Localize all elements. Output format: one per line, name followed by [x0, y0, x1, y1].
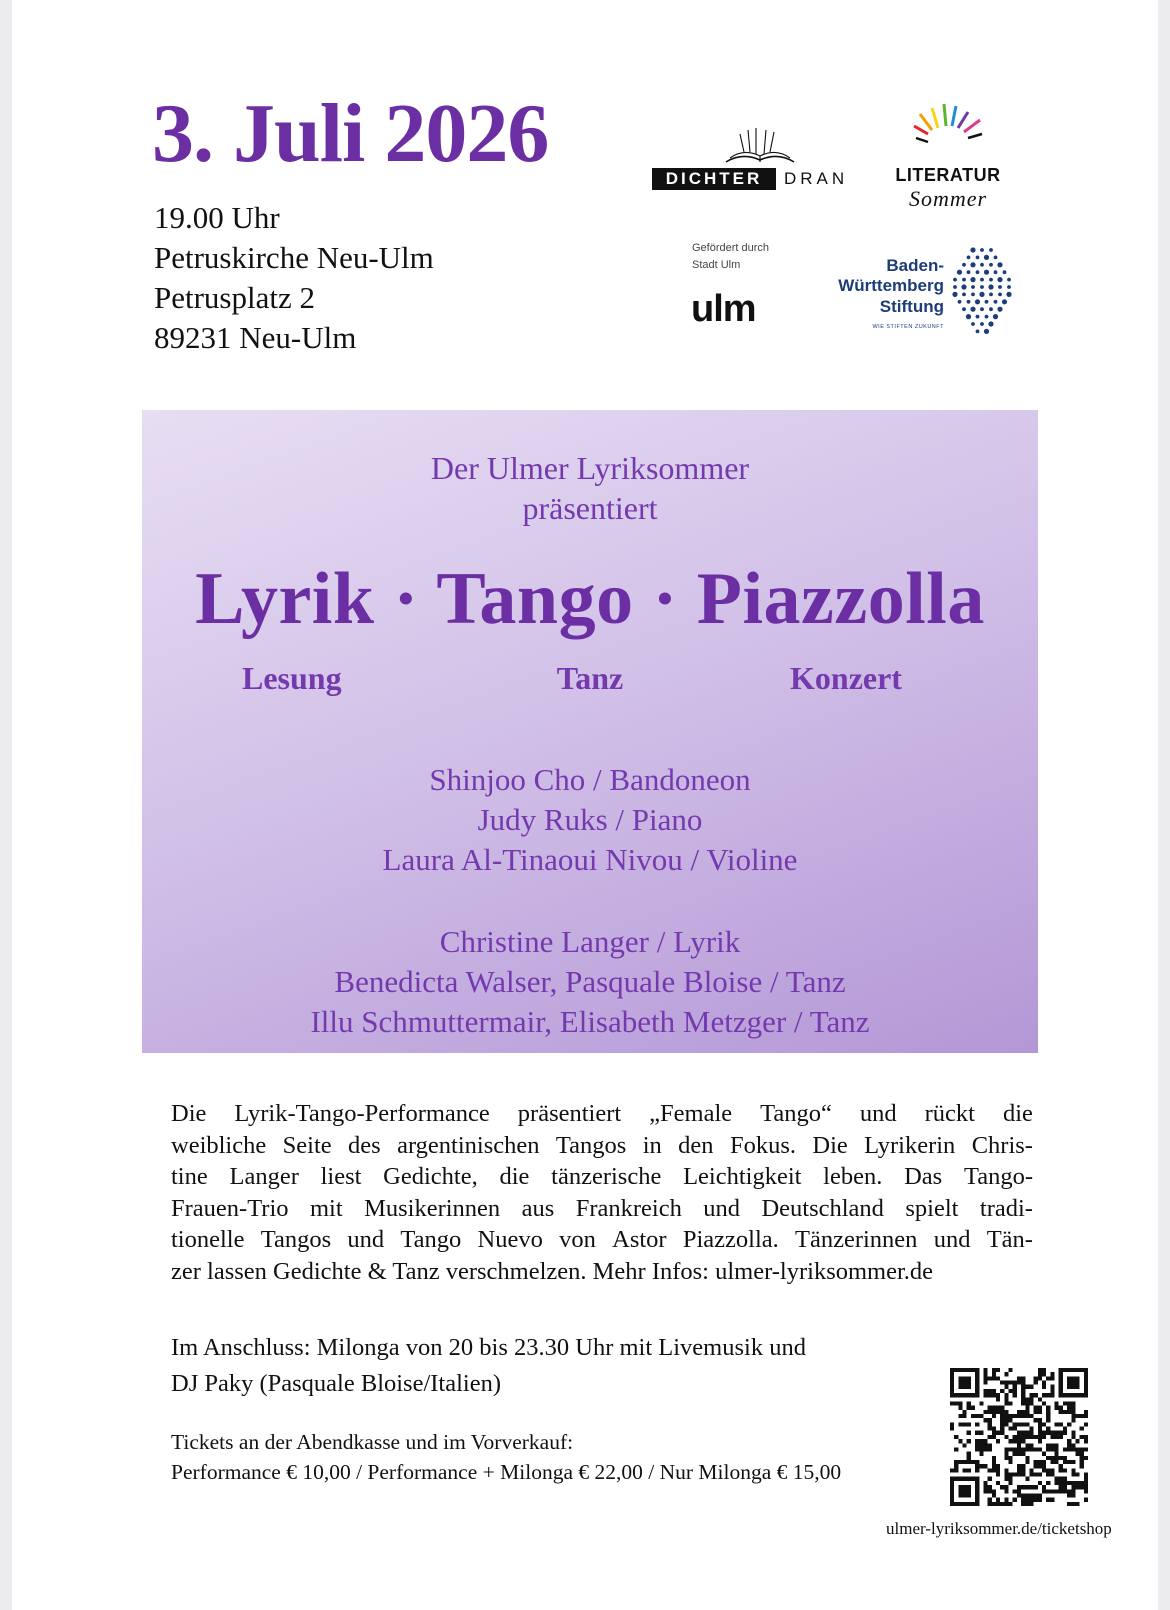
- venue-street: Petrusplatz 2: [154, 280, 315, 315]
- funded-by-city: Stadt Ulm: [692, 258, 741, 271]
- subtitle-konzert: Konzert: [790, 660, 902, 696]
- description-word: Chris-: [971, 1131, 1033, 1159]
- description-word: Leichtigkeit: [683, 1163, 802, 1190]
- musician-line: Laura Al-Tinaoui Nivou / Violine: [382, 842, 798, 877]
- bw-name-line-3: Stiftung: [879, 296, 944, 316]
- poster-page: [12, 0, 1158, 1610]
- color-rays-icon: [906, 104, 990, 144]
- description-word: liest: [320, 1163, 362, 1190]
- description-word: tradi-: [979, 1194, 1033, 1222]
- subtitle-lesung: Lesung: [242, 660, 342, 696]
- description-word: Tangos: [260, 1226, 332, 1253]
- description-line: [171, 1224, 1033, 1256]
- event-description: [171, 1098, 1033, 1287]
- milonga-info-line: Im Anschluss: Milonga von 20 bis 23.30 Uhr mit Livemusik und: [171, 1334, 806, 1361]
- performer-line: Christine Langer / Lyrik: [439, 924, 741, 959]
- venue-city: 89231 Neu-Ulm: [154, 320, 357, 355]
- funded-by-line: Gefördert durch: [692, 242, 770, 254]
- description-word: die: [499, 1163, 530, 1190]
- description-word: Tango: [400, 1226, 462, 1253]
- description-word: Die: [812, 1131, 848, 1159]
- presenter-line-1: Der Ulmer Lyriksommer: [430, 450, 750, 486]
- description-word: und: [703, 1194, 741, 1222]
- ticket-prices-line: Performance € 10,00 / Performance + Milonga € 22,00 / Nur Milonga € 15,00: [171, 1460, 842, 1484]
- description-word: den: [678, 1131, 714, 1159]
- program-panel: [142, 410, 1038, 1053]
- ulm-wordmark: ulm: [691, 288, 756, 330]
- dichter-word: DICHTER: [652, 168, 776, 190]
- bw-slogan: WIE STIFTEN ZUKUNFT: [872, 324, 944, 330]
- ticketshop-link[interactable]: ulmer-lyriksommer.de/ticketshop: [886, 1519, 1112, 1538]
- funded-by-text: [692, 240, 769, 273]
- description-word: und: [933, 1226, 971, 1253]
- bw-stiftung-name: [838, 256, 944, 317]
- description-word: leben.: [823, 1163, 883, 1190]
- description-word: die: [1002, 1100, 1033, 1127]
- description-word: und: [347, 1226, 385, 1253]
- description-word: weibliche: [171, 1131, 267, 1159]
- literatur-sommer-logo: [888, 104, 1008, 214]
- performer-line: Benedicta Walser, Pasquale Bloise / Tanz: [334, 964, 846, 999]
- description-word: argentinischen: [397, 1131, 540, 1159]
- description-word: aus: [521, 1194, 555, 1222]
- musician-line: Shinjoo Cho / Bandoneon: [429, 762, 751, 797]
- description-word: Musikerinnen: [364, 1194, 501, 1222]
- description-word: Gedichte,: [383, 1163, 478, 1190]
- description-word: Astor: [612, 1226, 667, 1253]
- bw-stiftung-logo: [816, 244, 1026, 344]
- dran-word: DRAN: [784, 169, 849, 188]
- description-word: tionelle: [171, 1226, 245, 1253]
- milonga-info-line: DJ Paky (Pasquale Bloise/Italien): [171, 1370, 502, 1397]
- description-line: [171, 1193, 1033, 1225]
- subtitle-tanz: Tanz: [556, 660, 624, 696]
- open-book-icon: [720, 126, 800, 166]
- dot-grid-icon: [944, 244, 1020, 336]
- description-word: Piazzolla.: [682, 1226, 779, 1253]
- description-word: Lyrik-Tango-Performance: [234, 1100, 490, 1127]
- description-word: Deutschland: [761, 1194, 884, 1222]
- description-word: tänzerische: [551, 1163, 662, 1190]
- description-word: Frankreich: [575, 1194, 682, 1222]
- description-word: Nuevo: [477, 1226, 543, 1253]
- sommer-word: Sommer: [908, 186, 988, 211]
- description-word: rückt: [924, 1100, 975, 1127]
- description-line: [171, 1130, 1033, 1162]
- description-word: und: [859, 1100, 897, 1127]
- description-word: „Female: [649, 1100, 733, 1127]
- description-word: in: [642, 1131, 662, 1159]
- description-word: von: [559, 1226, 596, 1253]
- description-word: präsentiert: [517, 1100, 622, 1127]
- presenter-line-2: präsentiert: [522, 490, 658, 526]
- description-word: Die: [171, 1100, 207, 1127]
- description-line: [171, 1098, 1033, 1130]
- event-title: Lyrik · Tango · Piazzolla: [195, 558, 985, 640]
- description-word: Tango-: [963, 1163, 1033, 1190]
- description-word: Tangos: [555, 1131, 627, 1159]
- literatur-word: LITERATUR: [895, 165, 1001, 185]
- description-word: Lyrikerin: [864, 1131, 956, 1159]
- description-word: Tän-: [986, 1226, 1033, 1253]
- description-word: Das: [904, 1163, 943, 1190]
- description-line: zer lassen Gedichte & Tanz verschmelzen. Mehr Infos: ulmer-lyriksommer.de: [171, 1257, 934, 1285]
- description-word: des: [348, 1131, 381, 1159]
- description-line: [171, 1161, 1033, 1193]
- description-word: mit: [309, 1194, 343, 1222]
- description-word: tine: [171, 1163, 208, 1190]
- musician-line: Judy Ruks / Piano: [477, 802, 703, 837]
- description-word: Fokus.: [729, 1131, 796, 1159]
- description-word: Langer: [229, 1163, 299, 1190]
- qr-code-icon[interactable]: [950, 1368, 1088, 1506]
- event-time: 19.00 Uhr: [154, 200, 280, 235]
- dichter-dran-logo: [652, 126, 872, 196]
- event-date: 3. Juli 2026: [152, 87, 549, 180]
- description-word: Tänzerinnen: [795, 1226, 918, 1253]
- bw-name-line-1: Baden-: [886, 256, 944, 275]
- ticket-info-line: Tickets an der Abendkasse und im Vorverkauf:: [171, 1430, 574, 1454]
- description-word: Tango“: [760, 1100, 832, 1127]
- description-word: Seite: [282, 1131, 332, 1159]
- description-word: Frauen-Trio: [171, 1194, 289, 1222]
- performer-line: Illu Schmuttermair, Elisabeth Metzger / Tanz: [310, 1004, 870, 1039]
- description-word: spielt: [905, 1194, 959, 1222]
- bw-name-line-2: Württemberg: [838, 276, 944, 296]
- venue-name: Petruskirche Neu-Ulm: [154, 240, 434, 275]
